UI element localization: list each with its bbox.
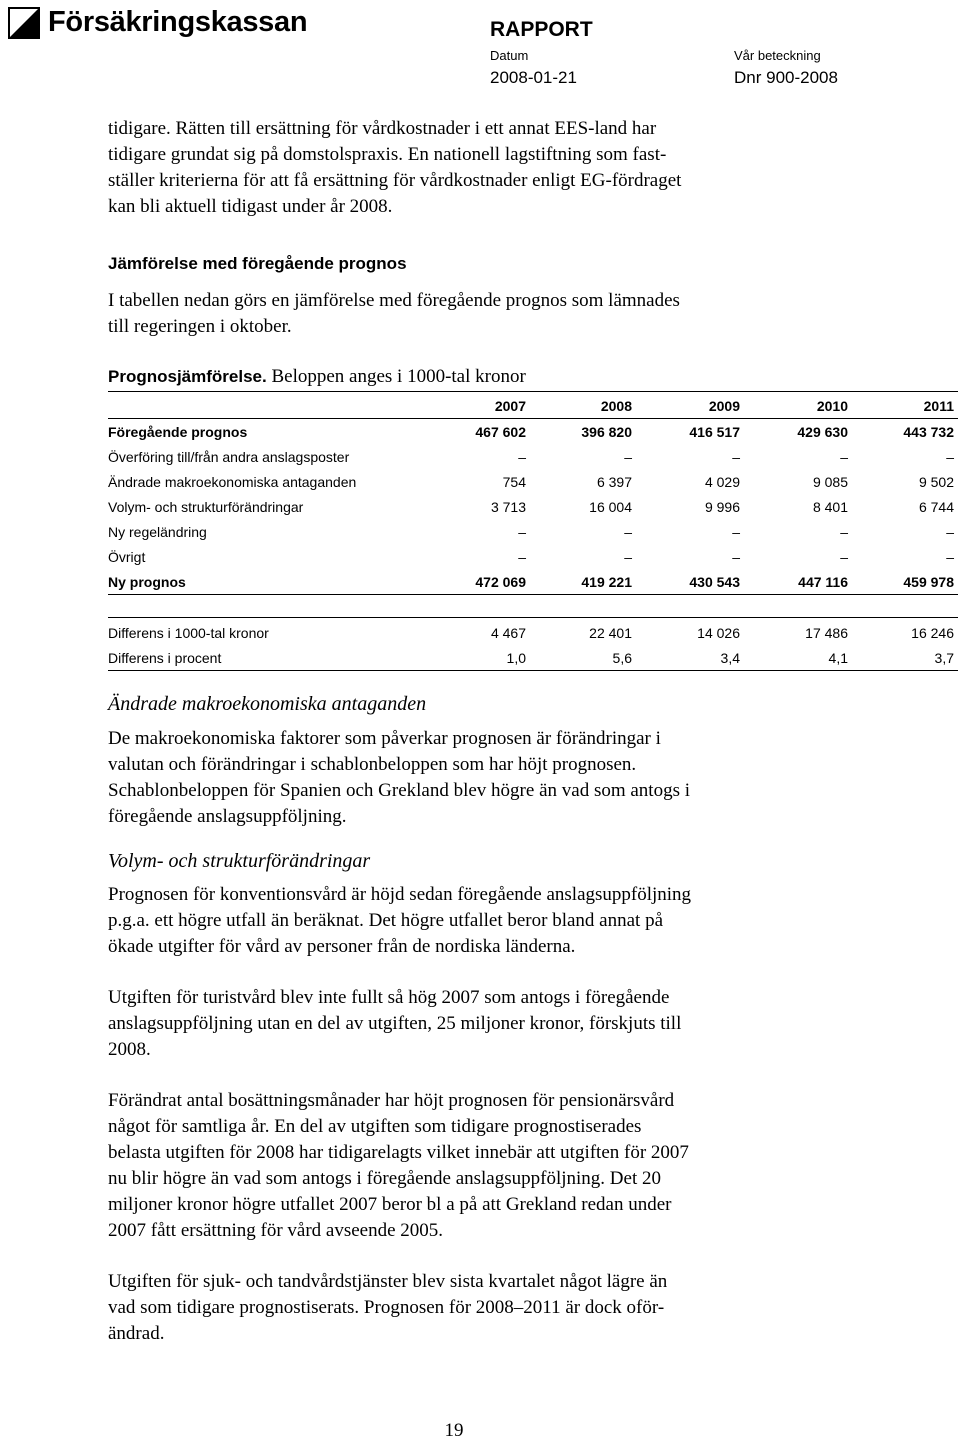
logo-mark-icon — [8, 7, 40, 39]
reference-value: Dnr 900-2008 — [734, 68, 838, 87]
volume-paragraph-4 — [108, 1269, 828, 1347]
text-line: 2008. — [108, 1039, 151, 1060]
text-line: Förändrat antal bosättningsmånader har höjt prognosen för pensionärsvård — [108, 1090, 675, 1111]
cell: 754 — [502, 474, 526, 490]
year-header: 2008 — [600, 398, 632, 414]
reference-label: Vår beteckning — [734, 48, 821, 63]
row-label: Ändrade makroekonomiska antaganden — [108, 474, 357, 490]
text-line: valutan och förändringar i schablonbeloppen som har höjt prognosen. — [108, 754, 637, 775]
cell: 17 486 — [805, 625, 848, 641]
text-line: I tabellen nedan görs en jämförelse med föregående prognos som lämnades — [108, 290, 680, 311]
table-row-total — [108, 574, 956, 594]
cell: – — [946, 449, 954, 465]
cell: 4 029 — [704, 474, 740, 490]
cell: – — [840, 449, 848, 465]
row-label: Differens i 1000-tal kronor — [108, 625, 269, 641]
table-row — [108, 449, 956, 469]
year-header: 2010 — [816, 398, 848, 414]
cell: 6 744 — [918, 499, 954, 515]
cell: 22 401 — [589, 625, 632, 641]
cell: – — [732, 524, 740, 540]
text-line: 2007 fått ersättning för vård avseende 2005. — [108, 1220, 444, 1241]
cell: 429 630 — [797, 424, 848, 440]
row-label: Ny regeländring — [108, 524, 207, 540]
cell: 1,0 — [506, 650, 526, 666]
macro-paragraph — [108, 726, 828, 830]
volume-paragraph-2 — [108, 985, 828, 1063]
text-line: vad som tidigare prognostiserats. Prognosen för 2008–2011 är dock oför- — [108, 1297, 665, 1318]
cell: 5,6 — [612, 650, 632, 666]
volume-paragraph-1 — [108, 882, 828, 960]
cell: – — [946, 524, 954, 540]
table-caption-text: Beloppen anges i 1000-tal kronor — [266, 366, 526, 387]
table-diff-row — [108, 650, 956, 670]
macro-heading: Ändrade makroekonomiska antaganden — [108, 693, 427, 715]
text-line: p.g.a. ett högre utfall än beräknat. Det högre utfallet beror bland annat på — [108, 910, 663, 931]
row-label: Övrigt — [108, 549, 146, 565]
cell: 3,4 — [720, 650, 740, 666]
table-diff-rule — [108, 617, 958, 618]
text-line: tidigare grundat sig på domstolspraxis. En nationell lagstiftning som fast- — [108, 144, 667, 165]
cell: 6 397 — [596, 474, 632, 490]
cell: 16 004 — [589, 499, 632, 515]
row-label: Ny prognos — [108, 574, 186, 590]
logo — [8, 6, 307, 39]
cell: 419 221 — [581, 574, 632, 590]
cell: 416 517 — [689, 424, 740, 440]
date-value: 2008-01-21 — [490, 68, 577, 87]
text-line: ställer kriterierna för att få ersättning för vårdkostnader enligt EG-fördraget — [108, 170, 682, 191]
table-diff-row — [108, 625, 956, 645]
cell: 4 467 — [490, 625, 526, 641]
cell: 9 085 — [812, 474, 848, 490]
text-line: miljoner kronor högre utfallet 2007 beror bl a på att Grekland redan under — [108, 1194, 672, 1215]
text-line: föregående anslagsuppföljning. — [108, 806, 347, 827]
table-caption — [108, 366, 526, 388]
cell: 472 069 — [475, 574, 526, 590]
cell: – — [518, 549, 526, 565]
cell: 430 543 — [689, 574, 740, 590]
cell: 8 401 — [812, 499, 848, 515]
cell: 9 502 — [918, 474, 954, 490]
row-label: Överföring till/från andra anslagsposter — [108, 449, 350, 465]
year-header: 2007 — [494, 398, 526, 414]
cell: 3,7 — [934, 650, 954, 666]
cell: – — [518, 449, 526, 465]
text-line: nu blir högre än vad som antogs i föregående anslagsuppföljning. Det 20 — [108, 1168, 661, 1189]
cell: 447 116 — [798, 574, 848, 590]
row-label: Volym- och strukturförändringar — [108, 499, 304, 515]
cell: – — [946, 549, 954, 565]
cell: 9 996 — [704, 499, 740, 515]
text-line: Prognosen för konventionsvård är höjd sedan föregående anslagsuppföljning — [108, 884, 692, 905]
volume-heading: Volym- och strukturförändringar — [108, 850, 371, 872]
table-caption-title: Prognosjämförelse. — [108, 367, 267, 386]
cell: 459 978 — [903, 574, 954, 590]
text-line: anslagsuppföljning utan en del av utgiften, 25 miljoner kronor, förskjuts till — [108, 1013, 682, 1034]
cell: – — [732, 449, 740, 465]
table-row — [108, 499, 956, 519]
comparison-paragraph — [108, 288, 828, 340]
cell: 443 732 — [903, 424, 954, 440]
document-type: RAPPORT — [490, 18, 593, 41]
table-header-row — [108, 398, 956, 418]
cell: 4,1 — [828, 650, 848, 666]
text-line: belasta utgiften för 2008 har tidigarelagts vilket innebär att utgiften för 2007 — [108, 1142, 689, 1163]
cell: – — [840, 549, 848, 565]
year-header: 2011 — [923, 398, 954, 414]
cell: 3 713 — [490, 499, 526, 515]
text-line: tidigare. Rätten till ersättning för vårdkostnader i ett annat EES-land har — [108, 118, 657, 139]
table-row — [108, 474, 956, 494]
cell: – — [840, 524, 848, 540]
intro-paragraph — [108, 116, 828, 220]
table-bottom-rule — [108, 670, 958, 671]
table-row — [108, 524, 956, 544]
text-line: Schablonbeloppen för Spanien och Grekland blev högre än vad som antogs i — [108, 780, 690, 801]
table-header-rule — [108, 418, 958, 419]
text-line: kan bli aktuell tidigast under år 2008. — [108, 196, 393, 217]
year-header: 2009 — [708, 398, 740, 414]
cell: – — [732, 549, 740, 565]
table-total-rule — [108, 594, 958, 595]
row-label: Föregående prognos — [108, 424, 248, 440]
text-line: till regeringen i oktober. — [108, 316, 292, 337]
table-row — [108, 549, 956, 569]
cell: 467 602 — [475, 424, 526, 440]
page-number: 19 — [444, 1420, 464, 1441]
comparison-heading: Jämförelse med föregående prognos — [108, 254, 407, 273]
text-line: ändrad. — [108, 1323, 165, 1344]
cell: – — [624, 524, 632, 540]
cell: – — [624, 449, 632, 465]
text-line: ökade utgifter för vård av personer från de nordiska länderna. — [108, 936, 576, 957]
volume-paragraph-3 — [108, 1088, 828, 1244]
text-line: Utgiften för turistvård blev inte fullt så hög 2007 som antogs i föregående — [108, 987, 670, 1008]
text-line: De makroekonomiska faktorer som påverkar prognosen är förändringar i — [108, 728, 661, 749]
logo-text: Försäkringskassan — [48, 6, 308, 38]
table-row — [108, 424, 956, 444]
row-label: Differens i procent — [108, 650, 222, 666]
cell: 396 820 — [581, 424, 632, 440]
text-line: Utgiften för sjuk- och tandvårdstjänster blev sista kvartalet något lägre än — [108, 1271, 668, 1292]
cell: 14 026 — [697, 625, 740, 641]
text-line: något för samtliga år. En del av utgiften som tidigare prognostiserades — [108, 1116, 642, 1137]
cell: – — [624, 549, 632, 565]
table-top-rule — [108, 391, 958, 392]
cell: 16 246 — [911, 625, 954, 641]
date-label: Datum — [490, 48, 529, 63]
cell: – — [518, 524, 526, 540]
